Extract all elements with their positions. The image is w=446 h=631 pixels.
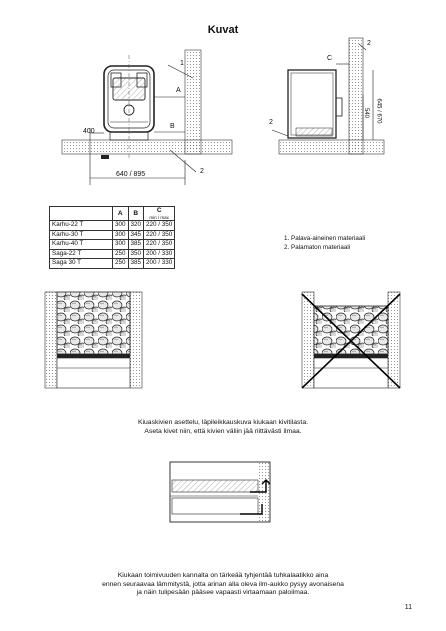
cell-c: 200 / 330 — [144, 259, 175, 269]
callout-2-left-label: 2 — [269, 119, 273, 126]
dim-540-label: 540 — [363, 107, 370, 119]
cell-a: 250 — [113, 259, 129, 269]
ash-caption — [0, 572, 446, 598]
header-c — [144, 207, 175, 221]
table-row — [50, 230, 175, 240]
callout-2-label: 2 — [200, 168, 204, 175]
cell-b: 320 — [128, 221, 144, 231]
dim-height-label: 645 / 670 — [375, 98, 382, 124]
side-floor — [279, 140, 384, 154]
dim-a-label: A — [176, 87, 181, 94]
table-row — [50, 259, 175, 269]
legend-item: 1. Palava-aineinen materiaali — [284, 235, 366, 242]
cell-a: 300 — [113, 240, 129, 250]
cell-model: Karhu-30 T — [50, 230, 113, 240]
table-row — [50, 240, 175, 250]
caption-line: Aseta kivet niin, että kivien väliin jää riittävästi ilmaa. — [144, 427, 302, 435]
cell-b: 345 — [128, 230, 144, 240]
caption-line: ja näin tulipesään pääsee vapaasti virtaamaan paloilmaa. — [136, 589, 310, 597]
page-number: 11 — [404, 604, 412, 611]
callout-2-top-label: 2 — [367, 40, 371, 47]
floor-slab — [62, 140, 232, 154]
cell-c: 220 / 350 — [144, 230, 175, 240]
cell-model: Saga 30 T — [50, 259, 113, 269]
side-wall — [349, 38, 363, 154]
header-model — [50, 207, 113, 221]
table-row — [50, 249, 175, 259]
dim-width-label: 640 / 895 — [116, 171, 146, 178]
header-a: A — [113, 207, 129, 221]
wall — [185, 50, 201, 154]
stones-incorrect-diagram — [302, 292, 400, 388]
page-title: Kuvat — [207, 24, 239, 36]
cell-a: 300 — [113, 221, 129, 231]
dim-c-label: C — [327, 55, 333, 62]
callout-1-label: 1 — [180, 60, 184, 67]
cell-model: Saga-22 T — [50, 249, 113, 259]
stones-correct-diagram — [45, 292, 142, 388]
cell-b: 385 — [128, 259, 144, 269]
cell-b: 350 — [128, 249, 144, 259]
cell-c: 220 / 350 — [144, 221, 175, 231]
caption-line: Kiukaan toimivuuden kannalta on tärkeää tyhjentää tuhkalaatikko aina — [117, 572, 329, 579]
header-c-sub: min / max — [149, 215, 169, 220]
dim-400-label: 400 — [83, 128, 95, 135]
caption-line: ennen seuraavaa lämmitystä, jotta arinan alla oleva ilm-aukko pysyy avonaisena — [102, 580, 344, 588]
dim-b-label: B — [170, 123, 175, 130]
cell-model: Karhu-22 T — [50, 221, 113, 231]
caption-line: Kiuaskivien asettelu, läpileikkauskuva kiukaan kivitilasta. — [137, 419, 308, 426]
header-b: B — [128, 207, 144, 221]
clearance-table — [49, 206, 175, 269]
cell-b: 385 — [128, 240, 144, 250]
ash-box-diagram — [170, 462, 270, 522]
legend-item: 2. Palamaton materiaali — [284, 243, 351, 251]
stones-caption — [0, 419, 446, 436]
cell-c: 220 / 350 — [144, 240, 175, 250]
header-c-label: C — [156, 207, 162, 214]
cell-a: 300 — [113, 230, 129, 240]
cell-model: Karhu-40 T — [50, 240, 113, 250]
table-row — [50, 221, 175, 231]
cell-a: 250 — [113, 249, 129, 259]
cell-c: 200 / 330 — [144, 249, 175, 259]
material-legend — [284, 235, 365, 252]
